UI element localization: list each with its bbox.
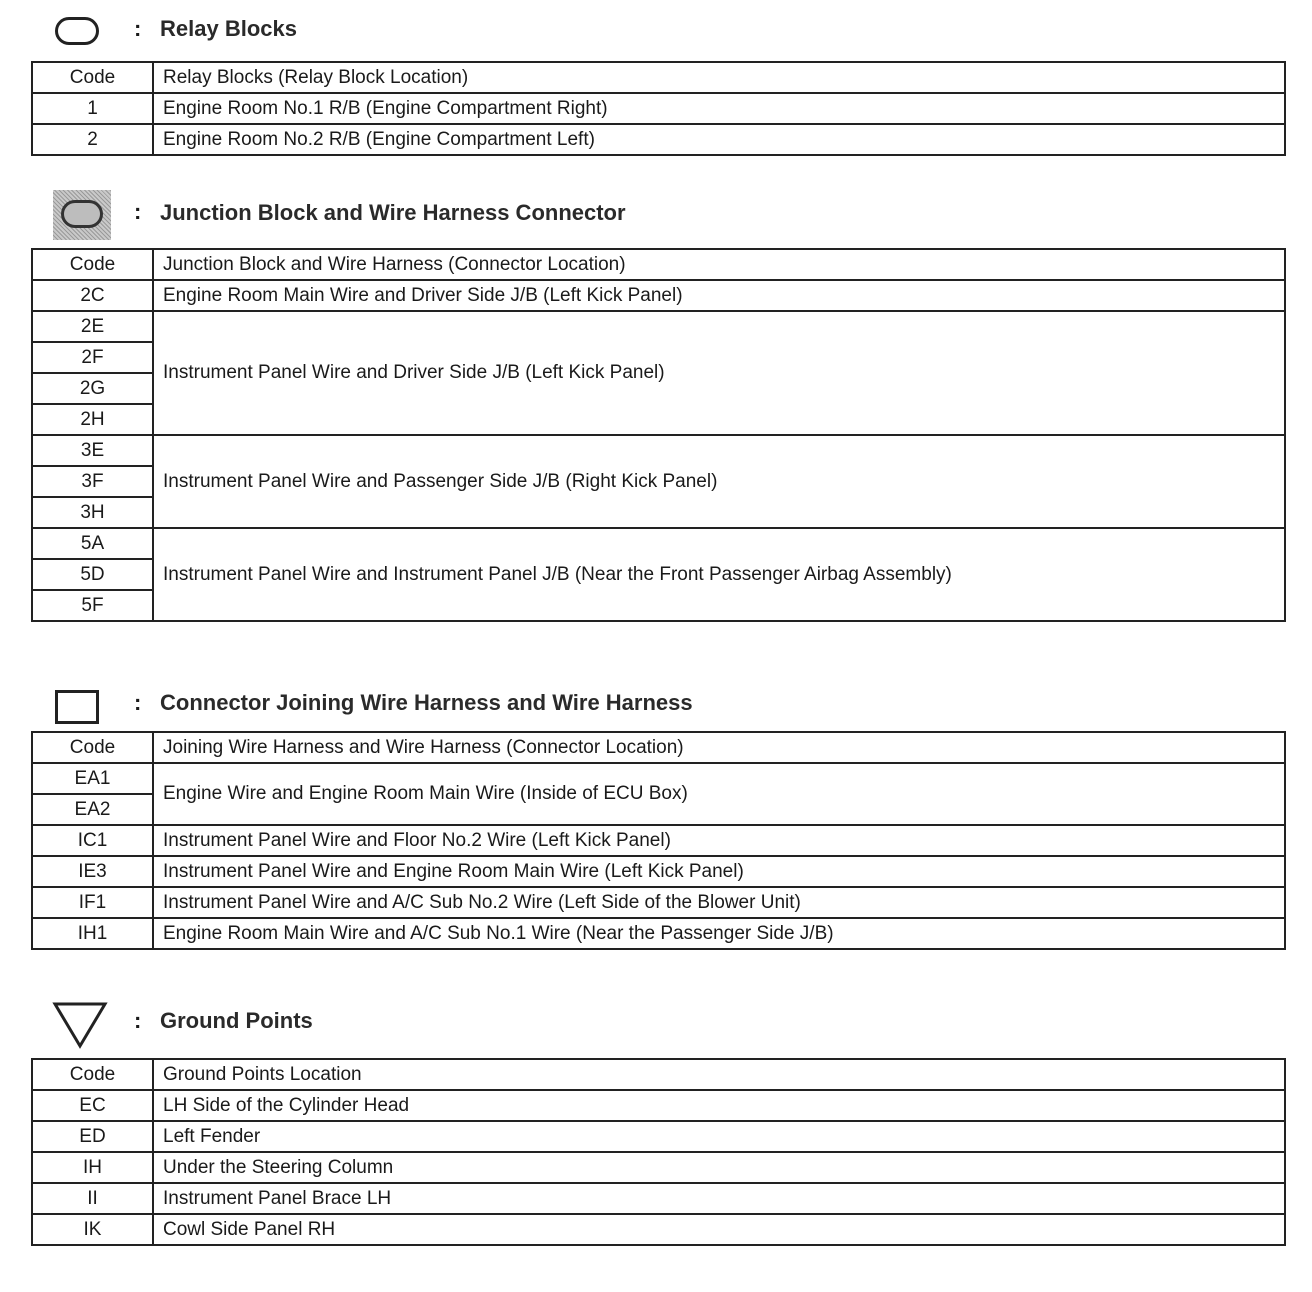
code-cell: 1 <box>32 93 153 124</box>
code-cell: 2 <box>32 124 153 155</box>
desc-cell: Instrument Panel Wire and A/C Sub No.2 Wire (Left Side of the Blower Unit) <box>153 887 1285 918</box>
header-code: Code <box>32 249 153 280</box>
code-cell: IH1 <box>32 918 153 949</box>
table-row <box>32 763 1285 794</box>
table-row <box>32 124 1285 155</box>
header-desc: Joining Wire Harness and Wire Harness (Connector Location) <box>153 732 1285 763</box>
table-row <box>32 887 1285 918</box>
desc-cell: Left Fender <box>153 1121 1285 1152</box>
table-header-row <box>32 1059 1285 1090</box>
table-row <box>32 1183 1285 1214</box>
connector-joining-table <box>31 731 1286 950</box>
junction-block-icon <box>53 190 111 240</box>
junction-block-table <box>31 248 1286 622</box>
section-title-ground-points: Ground Points <box>160 1008 313 1033</box>
ground-points-table <box>31 1058 1286 1246</box>
desc-cell: Engine Room No.2 R/B (Engine Compartment Left) <box>153 124 1285 155</box>
section-title-connector-joining: Connector Joining Wire Harness and Wire Harness <box>160 690 693 715</box>
table-row <box>32 280 1285 311</box>
table-row <box>32 1121 1285 1152</box>
header-code: Code <box>32 732 153 763</box>
code-cell: IK <box>32 1214 153 1245</box>
desc-cell: Instrument Panel Wire and Passenger Side J/B (Right Kick Panel) <box>153 435 1285 528</box>
desc-cell: Instrument Panel Wire and Floor No.2 Wire (Left Kick Panel) <box>153 825 1285 856</box>
section-colon: : <box>134 1008 142 1033</box>
desc-cell: Instrument Panel Brace LH <box>153 1183 1285 1214</box>
section-colon: : <box>134 16 142 41</box>
table-row <box>32 311 1285 342</box>
code-cell: 5A <box>32 528 153 559</box>
section-colon: : <box>134 690 142 715</box>
desc-cell: Under the Steering Column <box>153 1152 1285 1183</box>
table-row <box>32 1090 1285 1121</box>
table-row <box>32 825 1285 856</box>
code-cell: 2C <box>32 280 153 311</box>
desc-cell: Engine Room Main Wire and A/C Sub No.1 Wire (Near the Passenger Side J/B) <box>153 918 1285 949</box>
table-row <box>32 856 1285 887</box>
relay-block-icon <box>55 17 99 45</box>
header-code: Code <box>32 1059 153 1090</box>
code-cell: IH <box>32 1152 153 1183</box>
section-colon: : <box>134 199 142 224</box>
code-cell: 3F <box>32 466 153 497</box>
code-cell: 3E <box>32 435 153 466</box>
code-cell: EA1 <box>32 763 153 794</box>
code-cell: 2F <box>32 342 153 373</box>
header-desc: Junction Block and Wire Harness (Connector Location) <box>153 249 1285 280</box>
desc-cell: Instrument Panel Wire and Engine Room Main Wire (Left Kick Panel) <box>153 856 1285 887</box>
code-cell: 5D <box>32 559 153 590</box>
code-cell: 2H <box>32 404 153 435</box>
table-header-row <box>32 249 1285 280</box>
table-row <box>32 528 1285 559</box>
table-header-row <box>32 732 1285 763</box>
code-cell: EC <box>32 1090 153 1121</box>
code-cell: IC1 <box>32 825 153 856</box>
ground-point-icon <box>52 1001 108 1049</box>
table-header-row <box>32 62 1285 93</box>
code-cell: 5F <box>32 590 153 621</box>
code-cell: 3H <box>32 497 153 528</box>
desc-cell: Cowl Side Panel RH <box>153 1214 1285 1245</box>
table-row <box>32 918 1285 949</box>
relay-blocks-table <box>31 61 1286 156</box>
header-desc: Ground Points Location <box>153 1059 1285 1090</box>
code-cell: ED <box>32 1121 153 1152</box>
header-code: Code <box>32 62 153 93</box>
desc-cell: Engine Wire and Engine Room Main Wire (Inside of ECU Box) <box>153 763 1285 825</box>
code-cell: EA2 <box>32 794 153 825</box>
section-title-relay-blocks: Relay Blocks <box>160 16 297 41</box>
table-row <box>32 1152 1285 1183</box>
code-cell: II <box>32 1183 153 1214</box>
desc-cell: LH Side of the Cylinder Head <box>153 1090 1285 1121</box>
code-cell: 2G <box>32 373 153 404</box>
table-row <box>32 435 1285 466</box>
desc-cell: Instrument Panel Wire and Driver Side J/B (Left Kick Panel) <box>153 311 1285 435</box>
desc-cell: Instrument Panel Wire and Instrument Panel J/B (Near the Front Passenger Airbag Assembly) <box>153 528 1285 621</box>
connector-joining-icon <box>55 690 99 724</box>
code-cell: IE3 <box>32 856 153 887</box>
desc-cell: Engine Room No.1 R/B (Engine Compartment Right) <box>153 93 1285 124</box>
header-desc: Relay Blocks (Relay Block Location) <box>153 62 1285 93</box>
code-cell: IF1 <box>32 887 153 918</box>
table-row <box>32 1214 1285 1245</box>
code-cell: 2E <box>32 311 153 342</box>
table-row <box>32 93 1285 124</box>
desc-cell: Engine Room Main Wire and Driver Side J/B (Left Kick Panel) <box>153 280 1285 311</box>
section-title-junction-block: Junction Block and Wire Harness Connector <box>160 200 626 225</box>
